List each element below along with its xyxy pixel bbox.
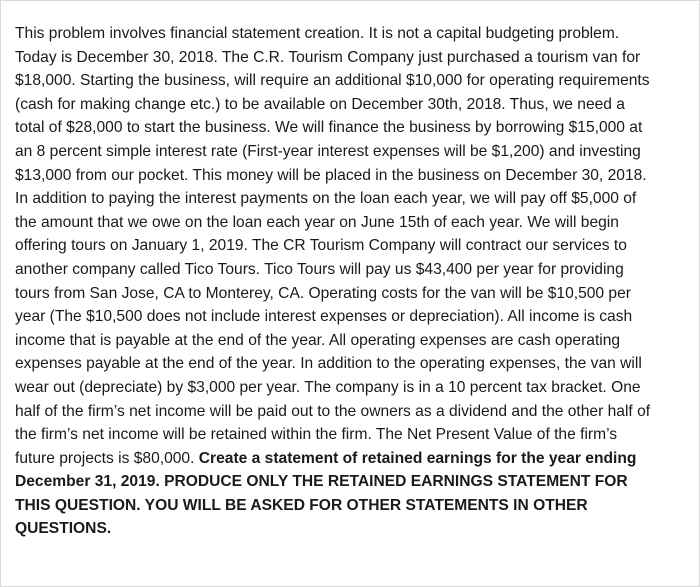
instruction-line: QUESTIONS. xyxy=(15,520,112,538)
text-regular-segment: future projects is $80,000. xyxy=(15,449,199,467)
text-line: another company called Tico Tours. Tico Tours will pay us $43,400 per year for providing xyxy=(15,260,624,278)
text-line: an 8 percent simple interest rate (First-year interest expenses will be $1,200) and investing xyxy=(15,142,641,160)
mixed-text-line xyxy=(15,447,691,471)
text-line: $18,000. Starting the business, will require an additional $10,000 for operating requirements xyxy=(15,72,650,90)
text-line: (cash for making change etc.) to be available on December 30th, 2018. Thus, we need a xyxy=(15,95,625,113)
text-line: income that is payable at the end of the year. All operating expenses are cash operating xyxy=(15,331,621,349)
text-line: In addition to paying the interest payments on the loan each year, we will pay off $5,000 of xyxy=(15,190,637,208)
text-line: wear out (depreciate) by $3,000 per year. The company is in a 10 percent tax bracket. One xyxy=(15,378,641,396)
text-line: the amount that we owe on the loan each year on June 15th of each year. We will begin xyxy=(15,213,619,231)
problem-text xyxy=(15,22,691,541)
text-line: year (The $10,500 does not include interest expenses or depreciation). All income is cash xyxy=(15,308,633,326)
instruction-line: December 31, 2019. PRODUCE ONLY THE RETAINED EARNINGS STATEMENT FOR xyxy=(15,473,628,491)
text-line: total of $28,000 to start the business. We will finance the business by borrowing $15,000 at xyxy=(15,119,643,137)
text-line: tours from San Jose, CA to Monterey, CA. Operating costs for the van will be $10,500 per xyxy=(15,284,631,302)
text-line: offering tours on January 1, 2019. The CR Tourism Company will contract our services to xyxy=(15,237,627,255)
instruction-line: THIS QUESTION. YOU WILL BE ASKED FOR OTHER STATEMENTS IN OTHER xyxy=(15,496,588,514)
text-line: This problem involves financial statement creation. It is not a capital budgeting problem. xyxy=(15,25,620,42)
text-line: expenses payable at the end of the year. In addition to the operating expenses, the van will xyxy=(15,355,642,373)
text-line: the firm’s net income will be retained within the firm. The Net Present Value of the firm’s xyxy=(15,426,618,444)
instruction-bold-segment: Create a statement of retained earnings for the year ending xyxy=(198,449,637,467)
text-line: Today is December 30, 2018. The C.R. Tourism Company just purchased a tourism van for xyxy=(15,48,641,66)
text-line: $13,000 from our pocket. This money will be placed in the business on December 30, 2018. xyxy=(15,166,647,184)
text-line: half of the firm’s net income will be paid out to the owners as a dividend and the other half of xyxy=(15,402,651,420)
